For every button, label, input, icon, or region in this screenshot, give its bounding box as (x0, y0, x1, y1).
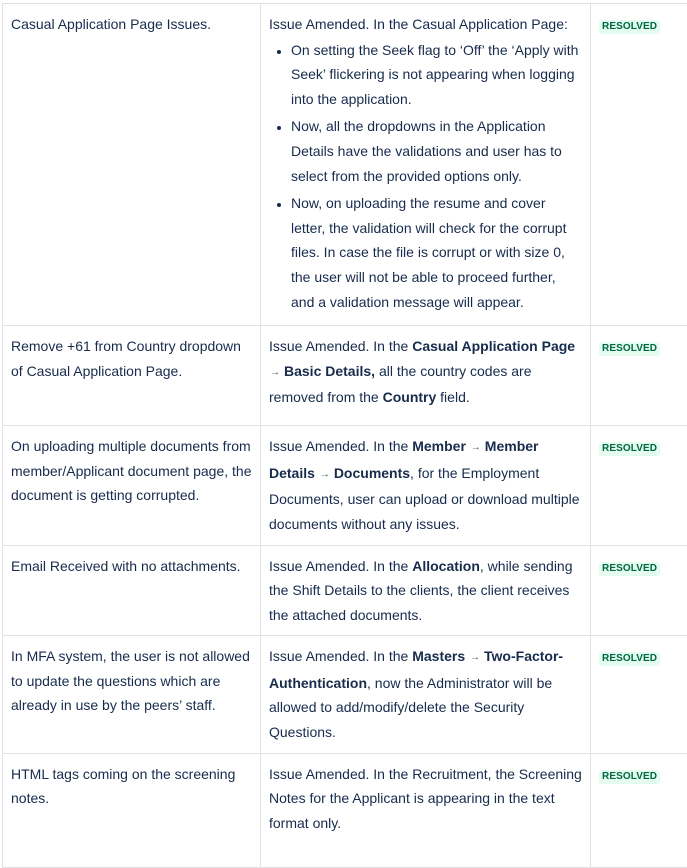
list-item: • Now, on uploading the resume and cover letter, the validation will check for the corrupt files. In case the file is corrupt or with size 0, the user will not be able to proceed further, and a validation message will appear. (291, 191, 582, 314)
status-cell (591, 636, 687, 753)
status-cell (591, 753, 687, 867)
resolution-description (261, 326, 591, 426)
menu-path-part: Two-Factor-Authentication (269, 648, 563, 691)
text: Issue Amended. In the (269, 558, 412, 574)
text: Issue Amended. In the (269, 438, 412, 454)
text: all the country codes are removed from the (269, 363, 531, 406)
text: , now the Administrator will be allowed to add/modify/delete the Security Questions. (269, 675, 552, 740)
menu-path-part: Basic Details, (284, 363, 375, 379)
arrow-right-icon: → (320, 463, 330, 488)
issue-description: Remove +61 from Country dropdown of Casual Application Page. (3, 326, 261, 426)
table-row (3, 426, 687, 545)
arrow-right-icon: → (470, 646, 480, 671)
table-row (3, 753, 687, 867)
status-badge: RESOLVED (599, 442, 660, 456)
menu-path-part: Member (412, 438, 466, 454)
status-cell (591, 426, 687, 545)
text: , while sending the Shift Details to the clients, the client receives the attached documents. (269, 558, 573, 623)
text: Issue Amended. In the (269, 648, 412, 664)
table-row (3, 545, 687, 636)
status-badge: RESOLVED (599, 652, 660, 666)
text: field. (436, 389, 469, 405)
field-name: Country (383, 389, 437, 405)
status-badge: RESOLVED (599, 562, 660, 576)
menu-path-part: Allocation (412, 558, 480, 574)
issue-description: Email Received with no attachments. (3, 545, 261, 636)
list-item: • On setting the Seek flag to ‘Off’ the ‘Apply with Seek’ flickering is not appearing when logging into the application. (291, 38, 582, 112)
menu-path-part: Documents (334, 465, 410, 481)
table-row (3, 4, 687, 326)
resolution-points (269, 38, 582, 315)
resolution-intro: Issue Amended. In the Casual Application Page: (269, 16, 568, 32)
release-notes-table (2, 3, 687, 868)
status-badge: RESOLVED (599, 770, 660, 784)
menu-path-part: Masters (412, 648, 465, 664)
status-badge: RESOLVED (599, 342, 660, 356)
table-row (3, 636, 687, 753)
status-cell (591, 4, 687, 326)
resolution-description (261, 4, 591, 326)
text: Issue Amended. In the Recruitment, the Screening Notes for the Applicant is appearing in the text format only. (269, 766, 582, 831)
resolution-description (261, 636, 591, 753)
issue-description: HTML tags coming on the screening notes. (3, 753, 261, 867)
arrow-right-icon: → (471, 436, 481, 461)
table-row (3, 326, 687, 426)
arrow-right-icon: → (270, 361, 280, 386)
list-item: • Now, all the dropdowns in the Application Details have the validations and user has to select from the provided options only. (291, 114, 582, 188)
resolution-description (261, 545, 591, 636)
issue-description: In MFA system, the user is not allowed to update the questions which are already in use by the peers’ staff. (3, 636, 261, 753)
status-cell (591, 545, 687, 636)
menu-path-part: Casual Application Page (412, 338, 575, 354)
menu-path-part: Member Details (269, 438, 538, 481)
issue-description: On uploading multiple documents from member/Applicant document page, the document is getting corrupted. (3, 426, 261, 545)
text: , for the Employment Documents, user can upload or download multiple documents without any issues. (269, 465, 580, 532)
issue-description: Casual Application Page Issues. (3, 4, 261, 326)
text: Issue Amended. In the (269, 338, 412, 354)
resolution-description (261, 426, 591, 545)
status-cell (591, 326, 687, 426)
status-badge: RESOLVED (599, 20, 660, 34)
resolution-description (261, 753, 591, 867)
